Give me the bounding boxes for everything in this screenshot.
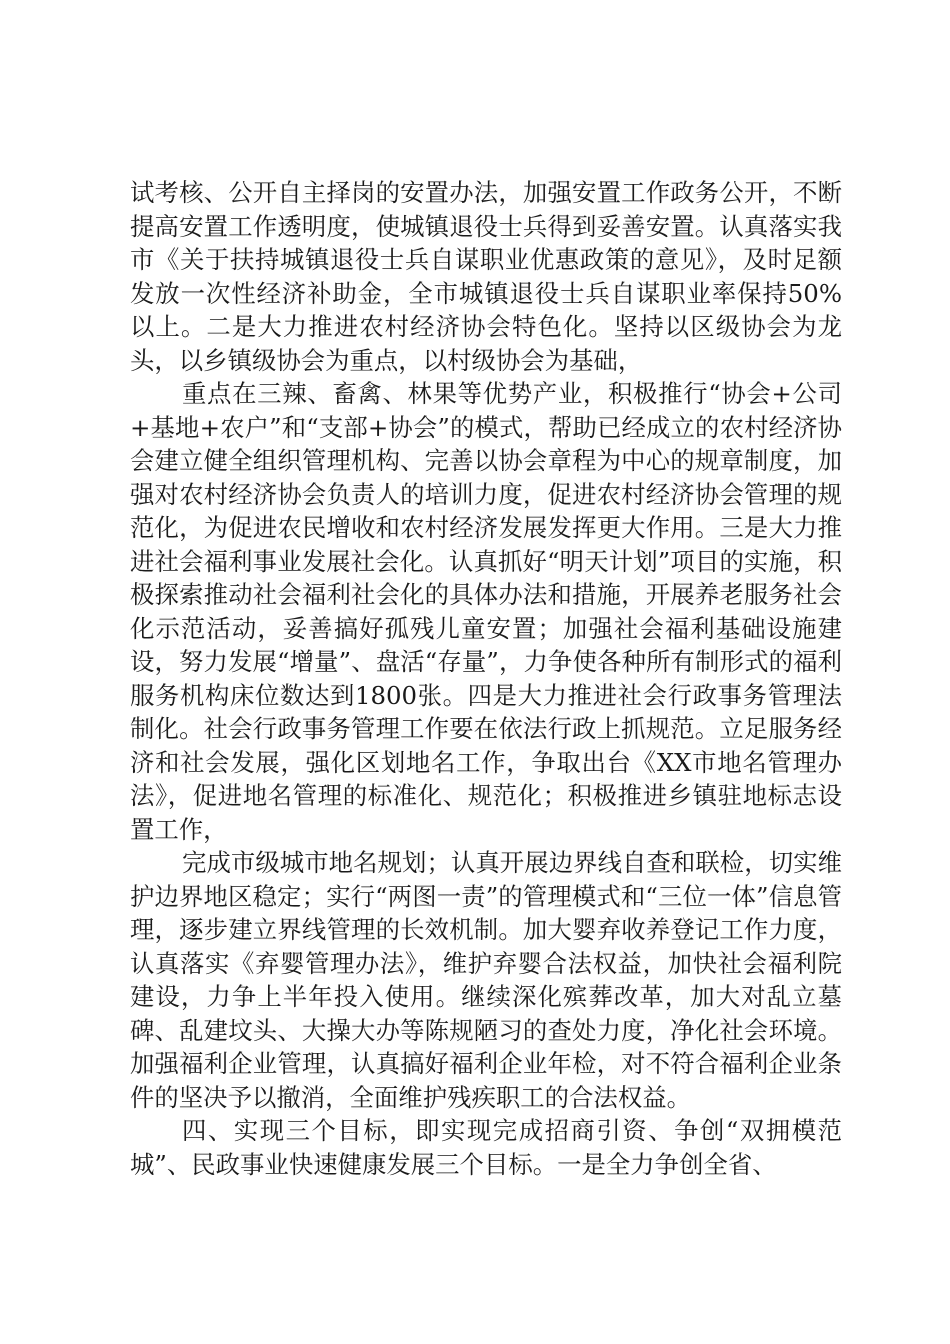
paragraph-4: 四、实现三个目标，即实现完成招商引资、争创“双拥模范城”、民政事业快速健康发展三个目标。一是全力争创全省、 — [130, 1116, 842, 1179]
document-body — [130, 176, 842, 1181]
paragraph-2: 重点在三辣、畜禽、林果等优势产业，积极推行“协会+公司+基地+农户”和“支部+协会”的模式，帮助已经成立的农村经济协会建立健全组织管理机构、完善以协会章程为中心的规章制度，加强对农村经济协会负责人的培训力度，促进农村经济协会管理的规范化，为促进农民增收和农村经济发展发挥更大作用。三是大力推进社会福利事业发展社会化。认真抓好“明天计划”项目的实施，积极探索推动社会福利社会化的具体办法和措施，开展养老服务社会化示范活动，妥善搞好孤残儿童安置；加强社会福利基础设施建设，努力发展“增量”、盘活“存量”，力争使各种所有制形式的福利服务机构床位数达到1800张。四是大力推进社会行政事务管理法制化。社会行政事务管理工作要在依法行政上抓规范。立足服务经济和社会发展，强化区划地名工作，争取出台《XX市地名管理办法》，促进地名管理的标准化、规范化；积极推进乡镇驻地标志设置工作， — [130, 379, 842, 844]
paragraph-3: 完成市级城市地名规划；认真开展边界线自查和联检，切实维护边界地区稳定；实行“两图一责”的管理模式和“三位一体”信息管理，逐步建立界线管理的长效机制。加大婴弃收养登记工作力度，认真落实《弃婴管理办法》，维护弃婴合法权益，加快社会福利院建设，力争上半年投入使用。继续深化殡葬改革，加大对乱立墓碑、乱建坟头、大操大办等陈规陋习的查处力度，净化社会环境。加强福利企业管理，认真搞好福利企业年检，对不符合福利企业条件的坚决予以撤消，全面维护残疾职工的合法权益。 — [130, 848, 842, 1112]
paragraph-1: 试考核、公开自主择岗的安置办法，加强安置工作政务公开，不断提高安置工作透明度，使城镇退役士兵得到妥善安置。认真落实我市《关于扶持城镇退役士兵自谋职业优惠政策的意见》，及时足额发放一次性经济补助金，全市城镇退役士兵自谋职业率保持50%以上。二是大力推进农村经济协会特色化。坚持以区级协会为龙头，以乡镇级协会为重点，以村级协会为基础， — [130, 178, 842, 375]
